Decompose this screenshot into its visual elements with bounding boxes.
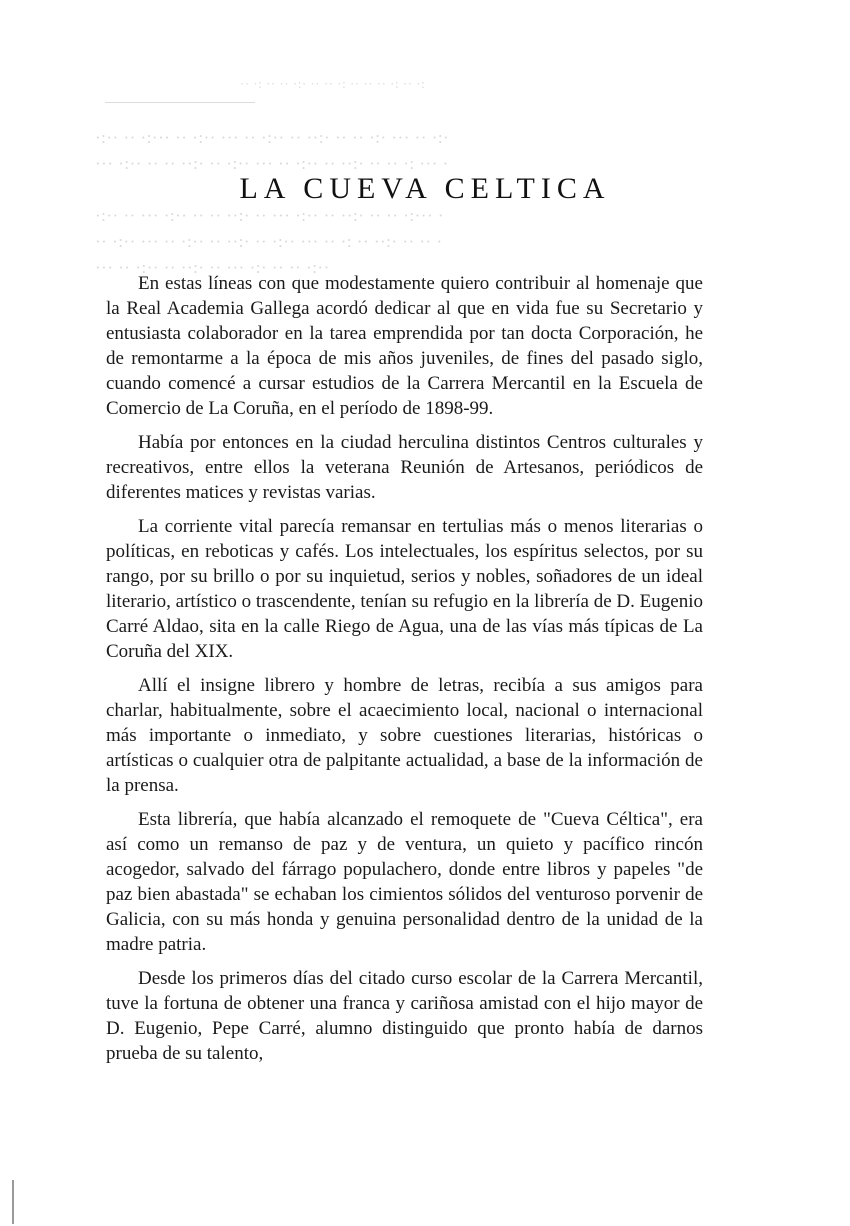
paragraph: Allí el insigne librero y hombre de letras, recibía a sus amigos para charlar, habitualmente, sobre el acaecimiento local, nacional o internacional más importante o inmediato, y sobre cuestiones literarias, históricas o artísticas o cualquier otra de palpitante actualidad, a base de la información de la prensa. [106, 675, 703, 796]
bleed-through-rule [105, 102, 255, 103]
bleed-through-text: ·· ·: ·· ·· ·:· ·· ·· ·: ·· ·· ·· ·: ·· ·: [240, 76, 426, 91]
paragraph: La corriente vital parecía remansar en tertulias más o menos literarias o políticas, en reboticas y cafés. Los intelectuales, los espíritus selectos, por su rango, por su brillo o por su inquietud, serios y nobles, soñadores de un ideal literario, artístico o trascendente, tenían su refugio en la librería de D. Eugenio Carré Aldao, sita en la calle Riego de Agua, una de las vías más típicas de La Coruña del XIX. [106, 516, 703, 662]
article-title: LA CUEVA CELTICA [239, 172, 611, 205]
bleed-through-text: ·· ·:·· ··· ·· ·:·· ·· ··:· ·· ·:·· ··· ·· ·: ·· ··:· ·· ·· · [95, 232, 443, 251]
paragraph: En estas líneas con que modestamente quiero contribuir al homenaje que la Real Academia Gallega acordó dedicar al que en vida fue su Secretario y entusiasta colaborador en la tarea emprendida por tan docta Corporación, he de remontarme a la época de mis años juveniles, de fines del pasado siglo, cuando comencé a cursar estudios de la Carrera Mercantil en la Escuela de Comercio de La Coruña, en el período de 1898-99. [106, 273, 703, 419]
paragraph: Desde los primeros días del citado curso escolar de la Carrera Mercantil, tuve la fortuna de obtener una franca y cariñosa amistad con el hijo mayor de D. Eugenio, Pepe Carré, alumno distinguido que pronto había de darnos prueba de su talento, [106, 968, 703, 1064]
paragraph: Había por entonces en la ciudad herculina distintos Centros culturales y recreativos, entre ellos la veterana Reunión de Artesanos, periódicos de diferentes matices y revistas varias. [106, 432, 703, 503]
scan-edge-mark [12, 1180, 14, 1224]
article-body [106, 271, 703, 1075]
bleed-through-text: ··· ·· ·:·· ·· ··:· ·· ··· ·:· ·· ·· ·:·· [95, 258, 330, 277]
bleed-through-text: ·:·· ·· ·:··· ·· ·:·· ··· ·· ·:·· ·· ··:· ·· ·· ·:· ··· ·· ·:· [95, 128, 450, 147]
bleed-through-text: ·:·· ·· ··· ·:·· ·· ·· ··:· ·· ··· ·:·· ·· ··:· ·· ·· ·:··· · [95, 206, 445, 225]
bleed-through-text: ··· ·:·· ·· ·· ··:· ·· ·:·· ··· ·· ·:·· ·· ··:· ·· ·· ·: ··· · [95, 154, 449, 173]
paragraph: Esta librería, que había alcanzado el remoquete de "Cueva Céltica", era así como un remanso de paz y de ventura, un quieto y pacífico rincón acogedor, salvado del fárrago populachero, donde entre libros y papeles "de paz bien abastada" se echaban los cimientos sólidos del venturoso porvenir de Galicia, con su más honda y genuina personalidad dentro de la unidad de la madre patria. [106, 809, 703, 955]
